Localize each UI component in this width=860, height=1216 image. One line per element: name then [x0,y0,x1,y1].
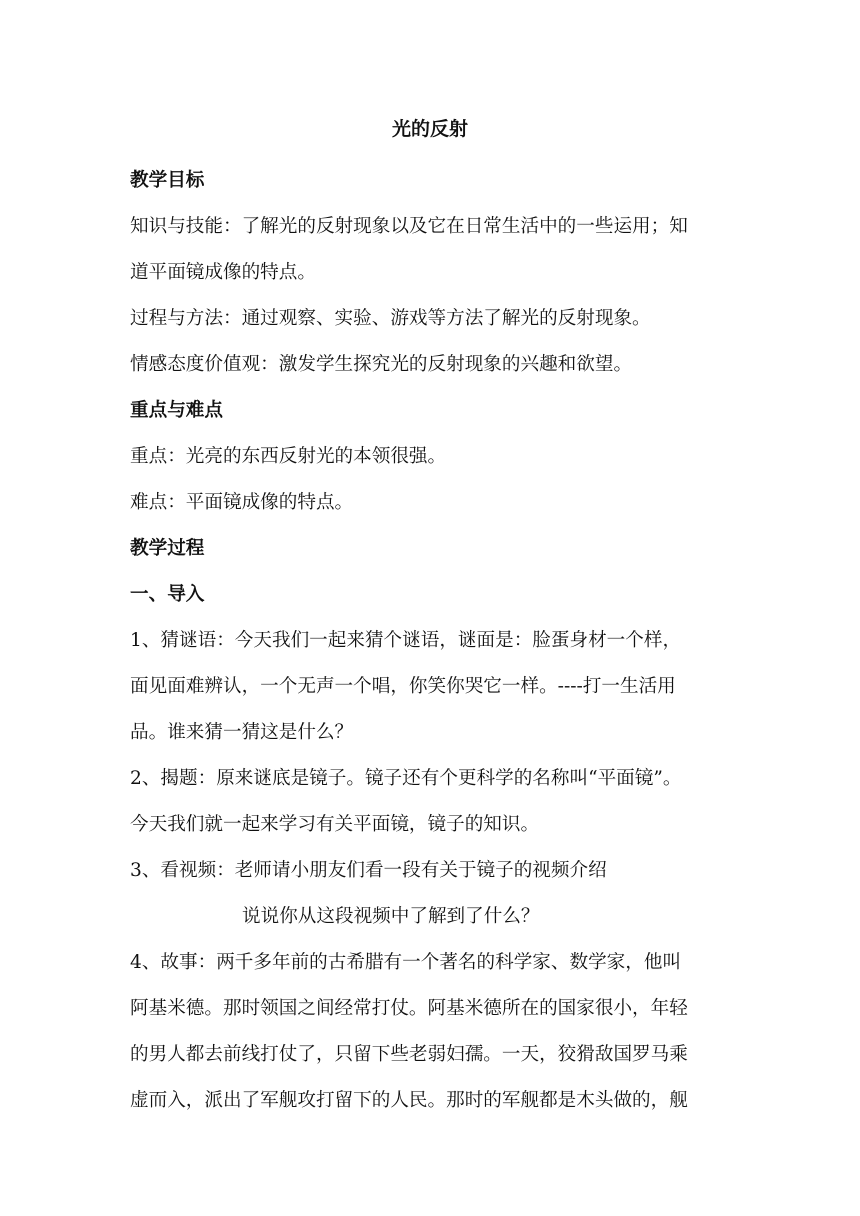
page-title: 光的反射 [391,118,468,140]
text-line: 知识与技能：了解光的反射现象以及它在日常生活中的一些运用；知 [130,216,688,237]
document-body [130,158,730,1124]
text-line: 今天我们就一起来学习有关平面镜，镜子的知识。 [130,814,540,835]
text-line: 虚而入，派出了军舰攻打留下的人民。那时的军舰都是木头做的，舰 [130,1090,688,1111]
text-line: 面见面难辨认，一个无声一个唱，你笑你哭它一样。----打一生活用 [130,676,676,697]
text-line: 1、猜谜语：今天我们一起来猜个谜语，谜面是：脸蛋身材一个样， [130,630,682,651]
section-heading: 重点与难点 [130,400,223,421]
text-line: 说说你从这段视频中了解到了什么？ [242,906,540,927]
text-line: 3、看视频：老师请小朋友们看一段有关于镜子的视频介绍 [130,860,607,881]
text-line: 重点：光亮的东西反射光的本领很强。 [130,446,447,467]
section-heading: 教学目标 [130,170,205,191]
text-line: 道平面镜成像的特点。 [130,262,316,283]
text-line: 4、故事：两千多年前的古希腊有一个著名的科学家、数学家，他叫 [130,952,682,973]
document-page [130,112,730,1124]
section-heading: 教学过程 [130,538,205,559]
section-heading: 一、导入 [130,584,205,605]
text-line: 品。谁来猜一猜这是什么？ [130,722,354,743]
text-line: 的男人都去前线打仗了，只留下些老弱妇孺。一天，狡猾敌国罗马乘 [130,1044,688,1065]
text-line: 过程与方法：通过观察、实验、游戏等方法了解光的反射现象。 [130,308,651,329]
text-line: 阿基米德。那时领国之间经常打仗。阿基米德所在的国家很小，年轻 [130,998,688,1019]
text-line: 情感态度价值观：激发学生探究光的反射现象的兴趣和欲望。 [130,354,633,375]
text-line: 难点：平面镜成像的特点。 [130,492,354,513]
text-line: 2、揭题：原来谜底是镜子。镜子还有个更科学的名称叫“平面镜”。 [130,768,682,789]
